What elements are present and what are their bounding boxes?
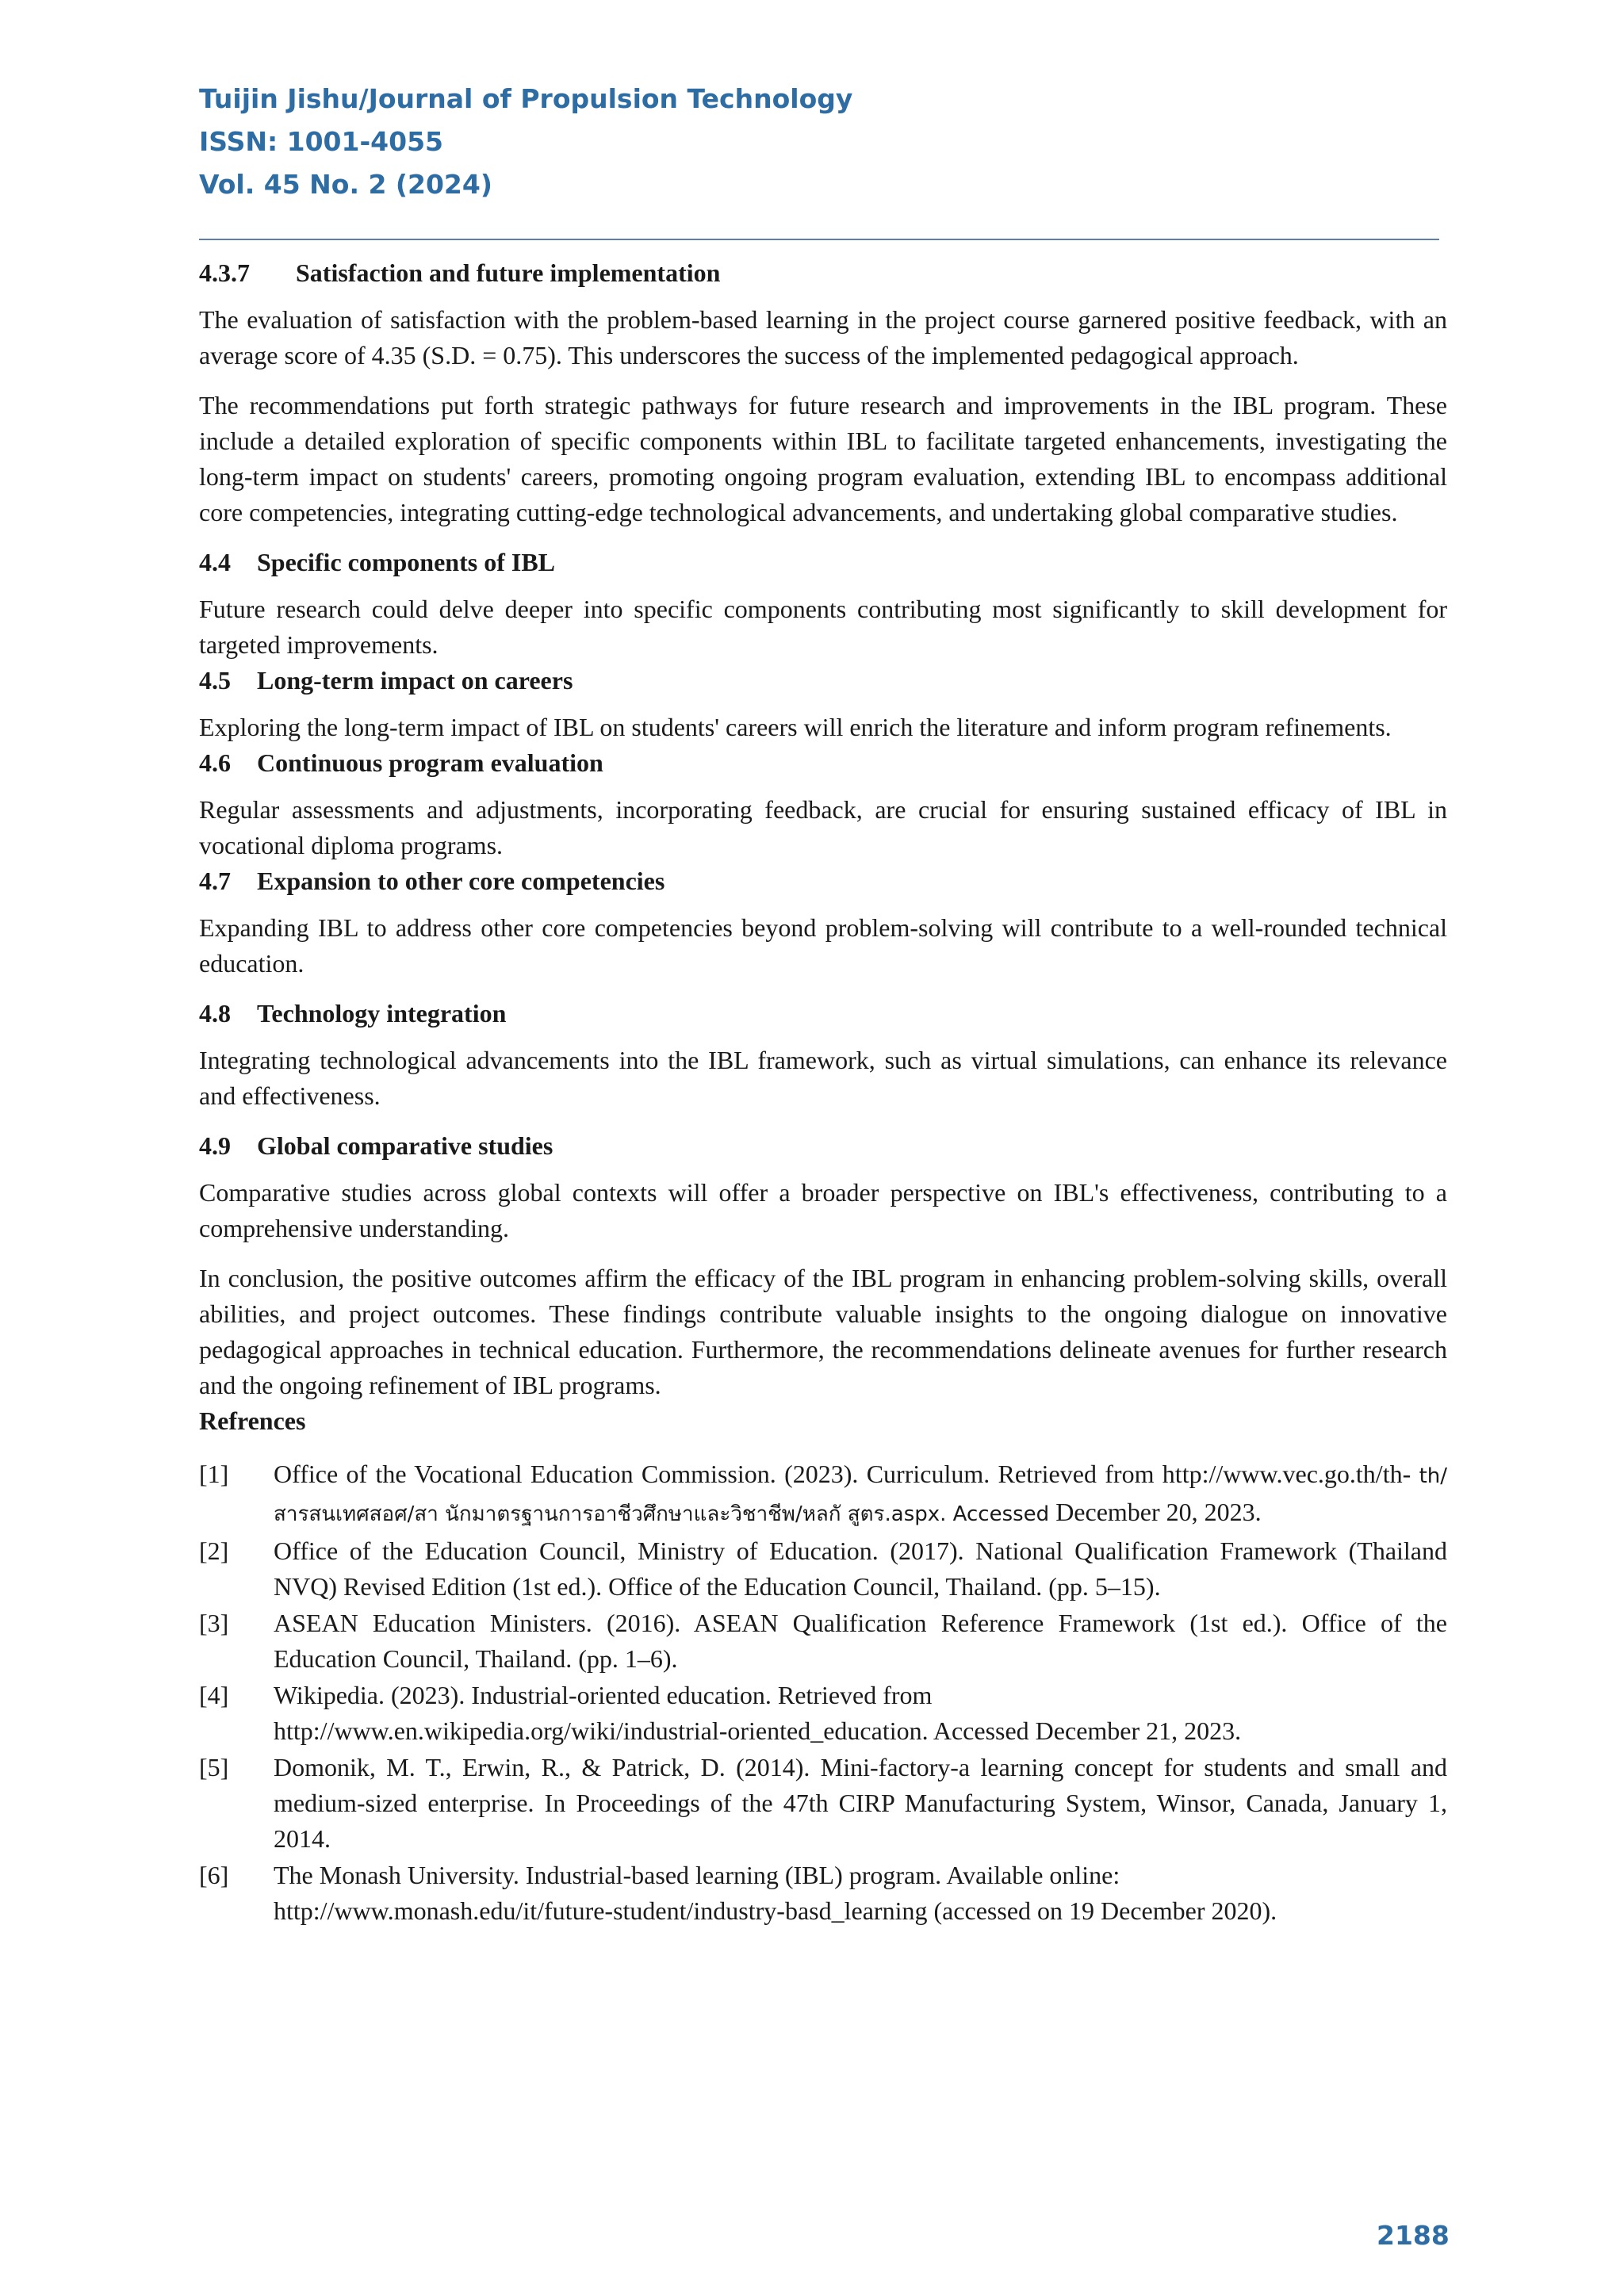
reference-link: http://www.monash.edu/it/future-student/industry-basd_learning (accessed on 19 December 2020). bbox=[274, 1896, 1277, 1925]
references-heading: Refrences bbox=[199, 1406, 306, 1435]
reference-text: Office of the Education Council, Ministry of Education. (2017). National Qualification Framework (Thailand NVQ) Revised Edition (1st ed.). Office of the Education Council, Thailand. (pp. 5–15). bbox=[274, 1536, 1447, 1601]
paragraph: Expanding IBL to address other core competencies beyond problem-solving will contribute to a well-rounded technical education. bbox=[199, 913, 1447, 978]
reference-number: [1] bbox=[199, 1460, 229, 1488]
reference-link: http://www.en.wikipedia.org/wiki/industrial-oriented_education. Accessed December 21, 2023. bbox=[274, 1716, 1242, 1745]
reference-text-part: The Monash University. Industrial-based learning (IBL) program. Available online: bbox=[274, 1861, 1120, 1889]
journal-volume: Vol. 45 No. 2 (2024) bbox=[199, 169, 492, 200]
section-heading-4-8 bbox=[199, 996, 1447, 1031]
section-heading-4-3-7 bbox=[199, 255, 1447, 291]
paragraph: Future research could delve deeper into specific components contributing most significantly to skill development for targeted improvements. bbox=[199, 595, 1447, 659]
reference-text bbox=[274, 1678, 1447, 1749]
reference-text: ASEAN Education Ministers. (2016). ASEAN Qualification Reference Framework (1st ed.). Office of the Education Council, Thailand. (pp. 1–6). bbox=[274, 1609, 1447, 1673]
reference-item bbox=[199, 1678, 1447, 1749]
paragraph: Regular assessments and adjustments, incorporating feedback, are crucial for ensuring sustained efficacy of IBL in vocational diploma programs. bbox=[199, 795, 1447, 859]
reference-item bbox=[199, 1533, 1447, 1605]
paragraph: Integrating technological advancements into the IBL framework, such as virtual simulations, can enhance its relevance and effectiveness. bbox=[199, 1046, 1447, 1110]
section-title: Specific components of IBL bbox=[257, 548, 555, 576]
section-heading-4-5 bbox=[199, 663, 1447, 698]
reference-text bbox=[274, 1456, 1447, 1533]
article-body bbox=[199, 255, 1447, 1930]
section-number: 4.6 bbox=[199, 748, 231, 777]
reference-text: Domonik, M. T., Erwin, R., & Patrick, D. (2014). Mini-factory-a learning concept for students and small and medium-sized enterprise. In Proceedings of the 47th CIRP Manufacturing System, Winsor, Canada, January 1, 2014. bbox=[274, 1753, 1447, 1853]
reference-item bbox=[199, 1605, 1447, 1677]
section-heading-4-9 bbox=[199, 1128, 1447, 1164]
reference-text bbox=[274, 1858, 1447, 1929]
section-number: 4.4 bbox=[199, 548, 231, 576]
reference-item bbox=[199, 1750, 1447, 1857]
section-number: 4.5 bbox=[199, 666, 231, 695]
reference-number: [6] bbox=[199, 1861, 229, 1889]
paragraph: The recommendations put forth strategic pathways for future research and improvements in the IBL program. These include a detailed exploration of specific components within IBL to facilitate targeted enhancements, investigating the long-term impact on students' careers, promoting ongoing program evaluation, extending IBL to encompass additional core competencies, integrating cutting-edge technological advancements, and undertaking global comparative studies. bbox=[199, 391, 1447, 526]
reference-number: [5] bbox=[199, 1753, 229, 1781]
paragraph: In conclusion, the positive outcomes affirm the efficacy of the IBL program in enhancing problem-solving skills, overall abilities, and project outcomes. These findings contribute valuable insights to the ongoing dialogue on innovative pedagogical approaches in technical education. Furthermore, the recommendations delineate avenues for further research and the ongoing refinement of IBL programs. bbox=[199, 1264, 1447, 1399]
paragraph: Comparative studies across global contexts will offer a broader perspective on IBL's effectiveness, contributing to a comprehensive understanding. bbox=[199, 1178, 1447, 1242]
paragraph: Exploring the long-term impact of IBL on students' careers will enrich the literature and inform program refinements. bbox=[199, 713, 1392, 741]
header-divider bbox=[199, 239, 1439, 240]
section-title: Technology integration bbox=[257, 999, 507, 1027]
reference-list bbox=[199, 1456, 1447, 1929]
section-heading-4-4 bbox=[199, 545, 1447, 580]
section-number: 4.3.7 bbox=[199, 258, 250, 287]
reference-text-part: Office of the Vocational Education Commission. (2023). Curriculum. Retrieved from http://www.vec.go.th/th- bbox=[274, 1460, 1411, 1488]
section-number: 4.9 bbox=[199, 1131, 231, 1160]
reference-number: [2] bbox=[199, 1536, 229, 1565]
reference-number: [3] bbox=[199, 1609, 229, 1637]
reference-number: [4] bbox=[199, 1681, 229, 1709]
section-title: Satisfaction and future implementation bbox=[296, 258, 721, 287]
journal-title: Tuijin Jishu/Journal of Propulsion Technology bbox=[199, 83, 853, 114]
section-title: Long-term impact on careers bbox=[257, 666, 573, 695]
reference-text-part: December 20, 2023. bbox=[1049, 1498, 1262, 1526]
section-title: Expansion to other core competencies bbox=[257, 867, 665, 895]
section-heading-4-7 bbox=[199, 863, 1447, 899]
reference-item bbox=[199, 1456, 1447, 1533]
section-heading-4-6 bbox=[199, 745, 1447, 781]
section-title: Global comparative studies bbox=[257, 1131, 553, 1160]
section-title: Continuous program evaluation bbox=[257, 748, 603, 777]
page-number: 2188 bbox=[1377, 2220, 1450, 2251]
section-number: 4.8 bbox=[199, 999, 231, 1027]
reference-item bbox=[199, 1858, 1447, 1929]
journal-header bbox=[199, 78, 852, 206]
reference-text-part: Wikipedia. (2023). Industrial-oriented education. Retrieved from bbox=[274, 1681, 933, 1709]
journal-issn: ISSN: 1001-4055 bbox=[199, 126, 444, 157]
paragraph: The evaluation of satisfaction with the problem-based learning in the project course garnered positive feedback, with an average score of 4.35 (S.D. = 0.75). This underscores the success of the implemented pedagogical approach. bbox=[199, 305, 1447, 369]
reference-text-thai: th/สารสนเทศสอศ/สา นักมาตรฐานการอาชีวศึกษาและวิชาชีพ/หลกั สูตร.aspx. Accessed bbox=[274, 1464, 1448, 1526]
section-number: 4.7 bbox=[199, 867, 231, 895]
